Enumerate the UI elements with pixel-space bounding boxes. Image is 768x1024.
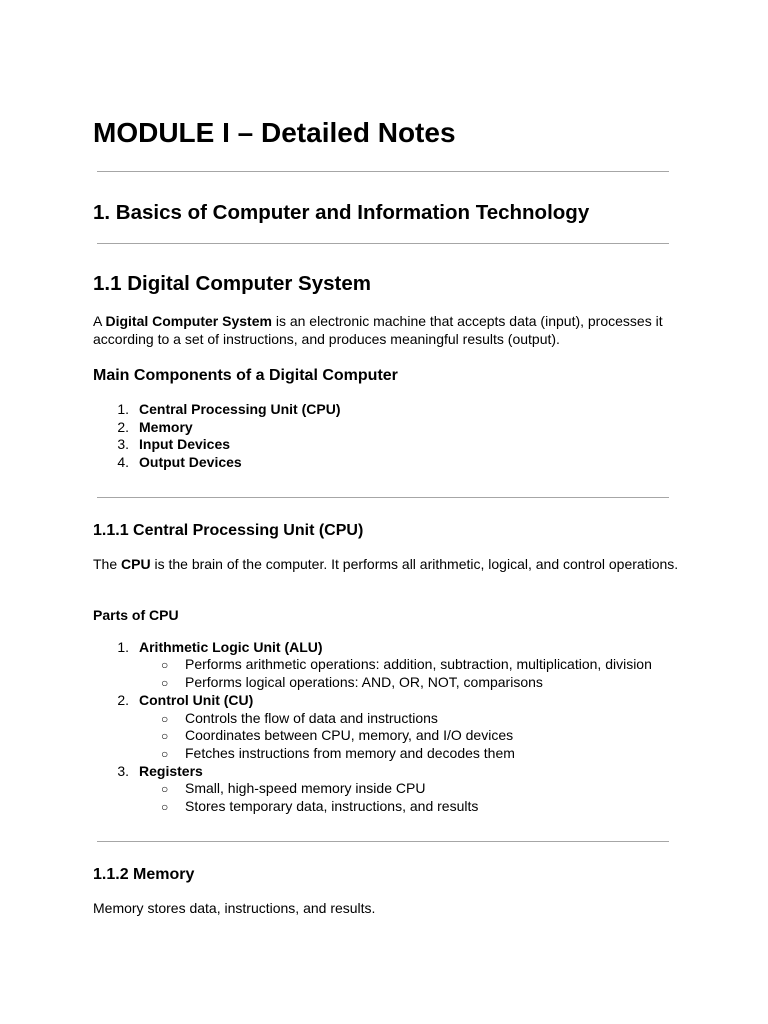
components-heading: Main Components of a Digital Computer <box>93 367 398 384</box>
divider <box>97 243 669 244</box>
circle-bullet-icon: ○ <box>161 782 169 796</box>
list-number: 1. <box>117 401 129 417</box>
circle-bullet-icon: ○ <box>161 712 169 726</box>
circle-bullet-icon: ○ <box>161 676 169 690</box>
section-1-1-paragraph <box>93 313 683 348</box>
list-item: Central Processing Unit (CPU) <box>139 401 341 417</box>
text: is an electronic machine that accepts data (input), processes it according to a set of instructions, and produces meaningful results (output). <box>93 313 663 347</box>
parts-heading: Parts of CPU <box>93 607 179 623</box>
circle-bullet-icon: ○ <box>161 729 169 743</box>
text: is the brain of the computer. It performs all arithmetic, logical, and control operations. <box>150 556 679 572</box>
list-number: 4. <box>117 454 129 470</box>
section-1-1-2-heading: 1.1.2 Memory <box>93 866 195 883</box>
circle-bullet-icon: ○ <box>161 747 169 761</box>
divider <box>97 841 669 842</box>
section-1-1-1-heading: 1.1.1 Central Processing Unit (CPU) <box>93 522 364 539</box>
list-item: Output Devices <box>139 454 242 470</box>
sub-list-item: Fetches instructions from memory and decodes them <box>185 745 515 761</box>
page-title: MODULE I – Detailed Notes <box>93 117 456 148</box>
list-item: Registers <box>139 763 203 779</box>
text: The <box>93 556 122 572</box>
list-number: 3. <box>117 436 129 452</box>
divider <box>97 171 669 172</box>
section-1-1-2-paragraph: Memory stores data, instructions, and results. <box>93 900 376 916</box>
section-1-heading: 1. Basics of Computer and Information Technology <box>93 201 590 224</box>
sub-list-item: Coordinates between CPU, memory, and I/O devices <box>185 727 514 743</box>
bold-term: CPU <box>121 556 151 572</box>
sub-list-item: Stores temporary data, instructions, and results <box>185 798 479 814</box>
sub-list-item: Performs logical operations: AND, OR, NOT, comparisons <box>185 674 543 690</box>
section-1-1-1-paragraph <box>93 556 683 574</box>
list-item: Arithmetic Logic Unit (ALU) <box>139 639 323 655</box>
sub-list-item: Small, high-speed memory inside CPU <box>185 780 426 796</box>
list-item: Memory <box>139 419 193 435</box>
list-item: Control Unit (CU) <box>139 692 254 708</box>
circle-bullet-icon: ○ <box>161 658 169 672</box>
text: A <box>93 313 106 329</box>
list-number: 2. <box>117 419 129 435</box>
list-number: 2. <box>117 692 129 708</box>
sub-list-item: Controls the flow of data and instructions <box>185 710 438 726</box>
divider <box>97 497 669 498</box>
list-number: 3. <box>117 763 129 779</box>
circle-bullet-icon: ○ <box>161 800 169 814</box>
list-number: 1. <box>117 639 129 655</box>
section-1-1-heading: 1.1 Digital Computer System <box>93 272 371 295</box>
list-item: Input Devices <box>139 436 231 452</box>
sub-list-item: Performs arithmetic operations: addition, subtraction, multiplication, division <box>185 656 652 672</box>
bold-term: Digital Computer System <box>105 313 272 329</box>
